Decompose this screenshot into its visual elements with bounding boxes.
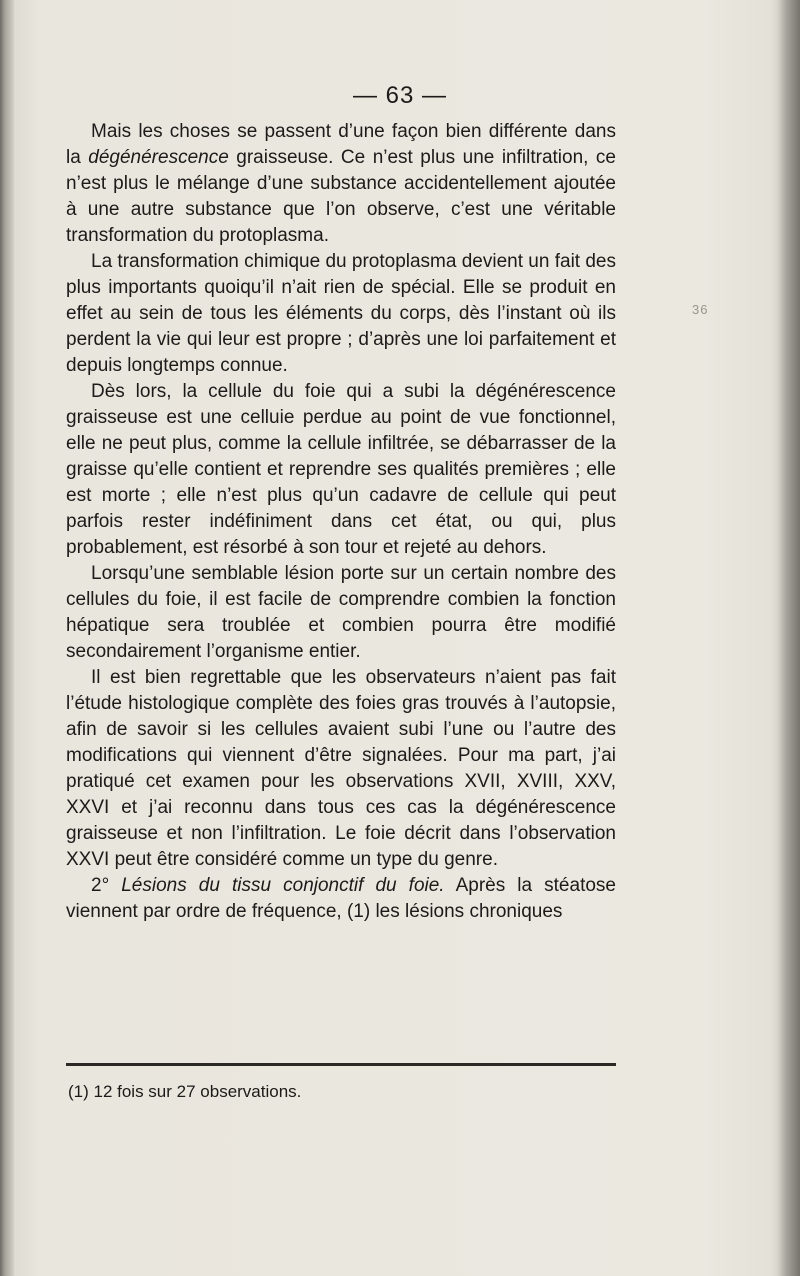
page-left-edge bbox=[0, 0, 14, 1276]
paragraph bbox=[66, 873, 616, 925]
footnote-divider bbox=[66, 1063, 616, 1066]
page-number: — 63 — bbox=[352, 82, 448, 109]
paragraph: Lorsqu’une semblable lésion porte sur un certain nombre des cellules du foie, il est facile de comprendre combien la fonction hépatique sera troublée et combien pourra être modifié secondairement l’organisme entier. bbox=[66, 563, 616, 662]
emphasis-term: dégénérescence bbox=[88, 147, 229, 168]
margin-stamp: 36 bbox=[692, 302, 709, 317]
footnote: (1) 12 fois sur 27 observations. bbox=[68, 1082, 302, 1101]
paragraph-text: Mais les choses se passent d’une façon bien différente dans la bbox=[66, 121, 616, 168]
page-right-edge bbox=[778, 0, 800, 1276]
section-heading: Lésions du tissu conjonctif du foie. bbox=[121, 875, 445, 896]
body-text bbox=[66, 119, 616, 925]
paragraph-text: graisseuse. Ce n’est plus une infiltration, ce n’est plus le mélange d’une substance accidentellement ajoutée à une autre substance que l’on observe, c’est une véritable transformation du protoplasma. bbox=[66, 147, 616, 246]
paragraph: La transformation chimique du protoplasma devient un fait des plus importants quoiqu’il n’ait rien de spécial. Elle se produit en effet au sein de tous les éléments du corps, dès l’instant où ils perdent la vie qui leur est propre ; d’après une loi parfaitement et depuis longtemps connue. bbox=[66, 251, 616, 376]
paragraph: Il est bien regrettable que les observateurs n’aient pas fait l’étude histologique complète des foies gras trouvés à l’autopsie, afin de savoir si les cellules avaient subi l’une ou l’autre des modifications qui viennent d’être signalées. Pour ma part, j’ai pratiqué cet examen pour les observations XVII, XVIII, XXV, XXVI et j’ai reconnu dans tous ces cas la dégénérescence graisseuse et non l’infiltration. Le foie décrit dans l’observation XXVI peut être considéré comme un type du genre. bbox=[66, 667, 616, 870]
paragraph-text: Après la stéatose viennent par ordre de fréquence, (1) les lésions chroniques bbox=[66, 875, 616, 922]
paragraph bbox=[66, 119, 616, 249]
section-number: 2° bbox=[91, 875, 122, 896]
paragraph: Dès lors, la cellule du foie qui a subi la dégénérescence graisseuse est une celluie perdue au point de vue fonctionnel, elle ne peut plus, comme la cellule infiltrée, se débarrasser de la graisse qu’elle contient et reprendre ses qualités premières ; elle est morte ; elle n’est plus qu’un cadavre de cellule qui peut parfois rester indéfiniment dans cet état, ou qui, plus probablement, est résorbé à son tour et rejeté au dehors. bbox=[66, 381, 616, 558]
